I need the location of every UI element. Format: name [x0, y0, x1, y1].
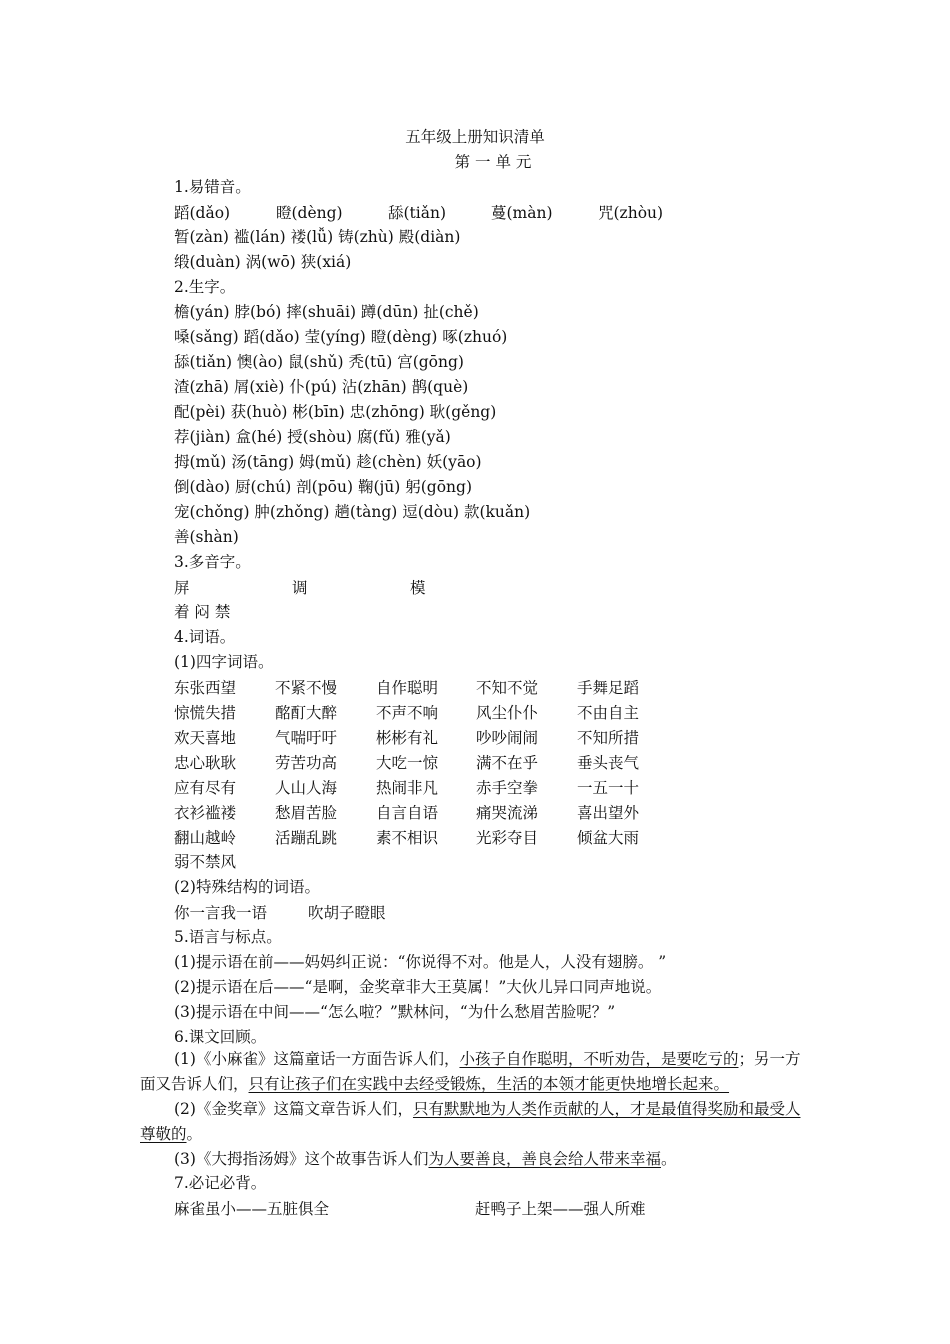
word-item: 自作聪明	[376, 679, 439, 697]
pinyin-row: 善(shàn)	[174, 528, 239, 546]
review-text: ；另一方面又告诉人们，	[140, 1050, 801, 1093]
review-paragraph-1	[140, 1047, 812, 1097]
punctuation-example: (1)提示语在前——妈妈纠正说：“你说得不对。他是人，人没有翅膀。 ”	[174, 953, 667, 971]
word-item: 倾盆大雨	[577, 829, 640, 847]
section-6-heading: 6.课文回顾。	[174, 1028, 267, 1046]
section-4-heading: 4.词语。	[174, 628, 236, 646]
punctuation-example: (3)提示语在中间——“怎么啦？”默林问，“为什么愁眉苦脸呢？”	[174, 1003, 616, 1021]
word-item: 手舞足蹈	[577, 679, 640, 697]
review-text: (3)《大拇指汤姆》这个故事告诉人们	[174, 1150, 429, 1168]
pinyin-item: 咒(zhòu)	[598, 204, 664, 222]
section-7-heading: 7.必记必背。	[174, 1174, 267, 1192]
word-item: 惊慌失措	[174, 704, 237, 722]
word-item: 赤手空拳	[476, 779, 539, 797]
key-point-underlined: 小孩子自作聪明，不听劝告，是要吃亏的	[459, 1050, 739, 1068]
pinyin-row: 荐(jiàn) 盒(hé) 授(shòu) 腐(fǔ) 雅(yǎ)	[174, 428, 451, 446]
section-5-heading: 5.语言与标点。	[174, 928, 282, 946]
word-item: 喜出望外	[577, 804, 640, 822]
word-item: 忠心耿耿	[174, 754, 237, 772]
saying-item: 赶鸭子上架——强人所难	[475, 1200, 646, 1218]
pinyin-row: 舔(tiǎn) 懊(ào) 鼠(shǔ) 秃(tū) 宫(gōng)	[174, 353, 464, 371]
word-item: 不知所措	[577, 729, 640, 747]
pinyin-row: 暂(zàn) 褴(lán) 褛(lǚ) 铸(zhù) 殿(diàn)	[174, 228, 461, 246]
word-item: 愁眉苦脸	[275, 804, 338, 822]
subsection-heading: (2)特殊结构的词语。	[174, 878, 320, 896]
polyphone-char: 调	[292, 579, 308, 597]
review-paragraph-3	[140, 1147, 812, 1172]
word-item: 气喘吁吁	[275, 729, 338, 747]
word-item: 一五一十	[577, 779, 640, 797]
key-point-underlined: 只有让孩子们在实践中去经受锻炼，生活的本领才能更快地增长起来。	[248, 1075, 730, 1093]
pinyin-row: 檐(yán) 脖(bó) 摔(shuāi) 蹲(dūn) 扯(chě)	[174, 303, 479, 321]
section-3-heading: 3.多音字。	[174, 553, 251, 571]
review-text: (1)《小麻雀》这篇童话一方面告诉人们，	[174, 1050, 460, 1068]
pinyin-row: 配(pèi) 获(huò) 彬(bīn) 忠(zhōng) 耿(gěng)	[174, 403, 497, 421]
word-item: 不由自主	[577, 704, 640, 722]
pinyin-row: 宠(chǒng) 肿(zhǒng) 趟(tàng) 逗(dòu) 款(kuǎn)	[174, 503, 531, 521]
polyphone-char: 屏	[174, 579, 190, 597]
word-item: 翻山越岭	[174, 829, 237, 847]
word-item: 大吃一惊	[376, 754, 439, 772]
punctuation-example: (2)提示语在后——“是啊，金奖章非大王莫属！”大伙儿异口同声地说。	[174, 978, 662, 996]
word-item: 风尘仆仆	[476, 704, 539, 722]
word-item: 吹胡子瞪眼	[308, 904, 386, 922]
word-item: 欢天喜地	[174, 729, 237, 747]
word-item: 痛哭流涕	[476, 804, 539, 822]
word-item: 劳苦功高	[275, 754, 338, 772]
pinyin-row: 渣(zhā) 屑(xiè) 仆(pú) 沾(zhān) 鹊(què)	[174, 378, 469, 396]
pinyin-item: 蹈(dǎo)	[174, 204, 231, 222]
word-item: 素不相识	[376, 829, 439, 847]
pinyin-row: 缎(duàn) 涡(wō) 狭(xiá)	[174, 253, 352, 271]
word-item: 衣衫褴褛	[174, 804, 237, 822]
pinyin-row: 倒(dào) 厨(chú) 剖(pōu) 鞠(jū) 躬(gōng)	[174, 478, 473, 496]
review-paragraph-2	[140, 1097, 812, 1147]
pinyin-item: 蔓(màn)	[491, 204, 553, 222]
word-item: 彬彬有礼	[376, 729, 439, 747]
word-item: 垂头丧气	[577, 754, 640, 772]
key-point-underlined: 为人要善良，善良会给人带来幸福	[428, 1150, 661, 1168]
word-item: 自言自语	[376, 804, 439, 822]
word-item: 满不在乎	[476, 754, 539, 772]
pinyin-row: 拇(mǔ) 汤(tāng) 姆(mǔ) 趁(chèn) 妖(yāo)	[174, 453, 482, 471]
document-title: 五年级上册知识清单	[405, 128, 545, 146]
section-1-heading: 1.易错音。	[174, 178, 251, 196]
polyphone-char: 模	[410, 579, 426, 597]
section-2-heading: 2.生字。	[174, 278, 236, 296]
word-item: 活蹦乱跳	[275, 829, 338, 847]
word-item: 热闹非凡	[376, 779, 439, 797]
word-item: 东张西望	[174, 679, 237, 697]
saying-item: 麻雀虽小——五脏俱全	[174, 1200, 330, 1218]
word-item: 酩酊大醉	[275, 704, 338, 722]
pinyin-item: 瞪(dèng)	[276, 204, 343, 222]
word-item: 吵吵闹闹	[476, 729, 539, 747]
word-item: 应有尽有	[174, 779, 237, 797]
polyphone-row: 着 闷 禁	[174, 603, 231, 621]
unit-heading: 第 一 单 元	[454, 153, 532, 171]
subsection-heading: (1)四字词语。	[174, 653, 274, 671]
review-text: 。	[186, 1125, 203, 1143]
word-item: 弱不禁风	[174, 853, 237, 871]
word-item: 你一言我一语	[174, 904, 268, 922]
word-item: 不紧不慢	[275, 679, 338, 697]
word-item: 不知不觉	[476, 679, 539, 697]
word-item: 光彩夺目	[476, 829, 539, 847]
key-point-underlined: 只有默默地为人类作贡献的人，才是最值得奖励和最受人尊敬的	[140, 1100, 801, 1143]
word-item: 不声不响	[376, 704, 439, 722]
pinyin-row: 嗓(sǎng) 蹈(dǎo) 莹(yíng) 瞪(dèng) 啄(zhuó)	[174, 328, 508, 346]
review-text: 。	[660, 1150, 677, 1168]
word-item: 人山人海	[275, 779, 338, 797]
review-text: (2)《金奖章》这篇文章告诉人们，	[174, 1100, 413, 1118]
pinyin-item: 舔(tiǎn)	[388, 204, 447, 222]
